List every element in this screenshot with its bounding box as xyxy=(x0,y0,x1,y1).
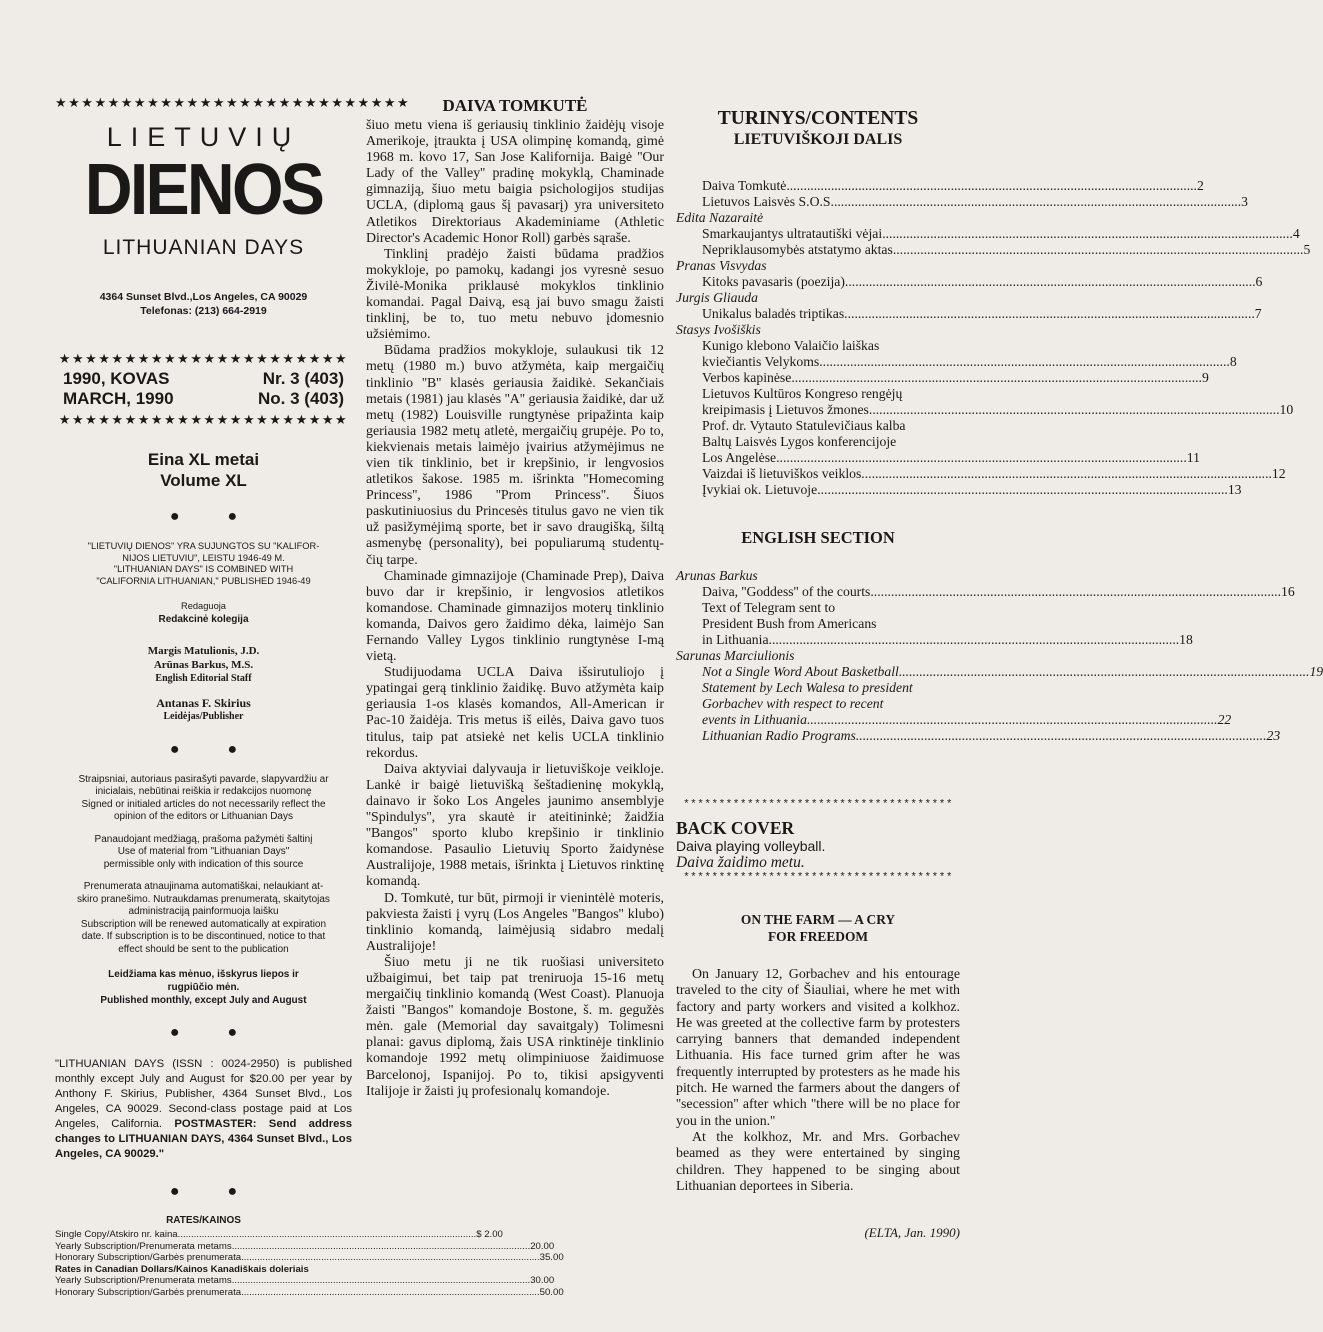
contents-author: Pranas Visvydas xyxy=(676,258,767,273)
back-cover-stars: ************************************** xyxy=(683,799,953,811)
contents-entry-line: Baltų Laisvės Lygos konferencijoje xyxy=(702,434,897,449)
contents-entry xyxy=(676,482,1242,498)
issue-date-lt: 1990, KOVAS xyxy=(63,369,170,388)
rates-canadian-heading xyxy=(55,1264,352,1276)
article-paragraph: Chaminade gimnazijoje (Chaminade Prep), Daiva buvo dar ir krepšinio, ir lengvosios atletikos komandose. Chaminade gimnazijos moterų tinklinio komanda, Daivos gero žaidimo dėka, laimėjo San Fernando Valley Lygos tinklinio rungtynėse I-mą vietą. xyxy=(366,568,664,665)
rate-row xyxy=(55,1229,503,1241)
note-line: Published monthly, except July and August xyxy=(100,995,307,1006)
contents-entry xyxy=(676,370,1209,386)
issue-date-en: MARCH, 1990 xyxy=(63,389,174,408)
volume-block xyxy=(55,449,352,491)
rate-amount: 35.00 xyxy=(539,1252,564,1263)
divider-dots: ● ● xyxy=(169,740,260,758)
contents-entry-page: 13 xyxy=(1227,482,1242,497)
note-line: date. If subscription is to be discontinued, notice to that xyxy=(81,931,326,942)
contents-entry-page: 16 xyxy=(1281,584,1295,599)
article-column xyxy=(366,96,664,1100)
rate-label: Yearly Subscription/Prenumerata metams xyxy=(55,1275,232,1286)
note-line: administraciją painformuoja laišku xyxy=(128,906,279,917)
contents-entry xyxy=(676,728,1281,744)
contents-entry-page: 5 xyxy=(1303,242,1311,257)
contents-entry-page: 8 xyxy=(1229,354,1237,369)
postmaster-text: POSTMASTER: Send address changes to LITHUANIAN DAYS, 4364 Sunset Blvd., Los Angeles, CA 90029." xyxy=(55,1118,352,1160)
article-paragraph: Būdama pradžios mokykloje, sulaukusi tik 12 metų (1980 m.) buvo atžymėta, kaip mergaičių tinklinio ''B'' klasės geriausia žaidikė. Sekančiais metais (1981) jau klasės ''A'' geriausia žaidikė, dar už metų (1982) Louisville rungtynėse pripažinta kaip geriausia 1982 metų atletė, mergaičių grupėje. Po to, kiekvienais metais laimėjo įvairius atžymėjimus ne vien tik tinklinio, bet ir krepšinio, ir lengvosios atletikos šakose. 1985 m. išrinkta ''Homecoming Princess'', 1986 ''Prom Princess''. Šiuos paskutiniuosius du Princesės titulus gavo ne vien tik už pasižymėjimą sporte, bet ir savo draugišką, šiltą asmenybę (personality), bei populiarumą studentų-čių tarpe. xyxy=(366,343,664,568)
contents-entry-title: in Lithuania xyxy=(702,632,769,647)
note-line: Prenumerata atnaujinama automatiškai, nelaukiant at- xyxy=(83,881,324,892)
issue-row-lt xyxy=(55,369,352,389)
note-line: Leidžiama kas mėnuo, išskyrus liepos ir xyxy=(108,969,299,980)
divider-dots: ● ● xyxy=(169,1183,260,1200)
contents-entry-title: Smarkaujantys ultratautiški vėjai xyxy=(702,226,883,241)
contents-entry-title: Daiva, ''Goddess'' of the courts xyxy=(702,584,871,599)
contents-entry-line: Statement by Lech Walesa to president xyxy=(702,680,913,695)
divider-dots: ● ● xyxy=(169,508,260,525)
article-paragraph: šiuo metu viena iš geriausių tinklinio žaidėjų visoje Amerikoje, įtraukta į USA olimpinę komandą, gimė 1968 m. kovo 17, San Jose Kalifornija. Baigė ''Our Lady of the Valley'' pradinę mokyklą, Chaminade gimnaziją, šiuo metu baigia psichologijos studijas UCLA, (diplomą gaus šį pavasarį) yra universiteto Atletikos Direktoriaus Akademiniame (Athletic Director's Academic Honor Roll) garbės sąraše. xyxy=(366,118,664,246)
contents-entry-page: 7 xyxy=(1254,306,1262,321)
english-section-title: ENGLISH SECTION xyxy=(741,528,895,547)
rate-label: Honorary Subscription/Garbės prenumerata xyxy=(55,1252,242,1263)
article-body xyxy=(366,118,664,1100)
note-line: Signed or initialed articles do not necessarily reflect the xyxy=(81,798,326,810)
issue-stars-top: ★★★★★★★★★★★★★★★★★★★★★★ xyxy=(58,351,349,366)
note-line: skiro pranešimo. Nutraukdamas prenumeratą, skaitytojas xyxy=(77,893,330,905)
contents-author: Arunas Barkus xyxy=(676,568,758,583)
note-line: Panaudojant medžiagą, prašoma pažymėti šaltinį xyxy=(94,833,313,845)
article-paragraph: Tinklinį pradėjo žaisti būdama pradžios mokykloje, po pamokų, kadangi jos vyresnė sesuo Živilė-Monika priklausė mokyklos tinklinio komandai. Pagal Daivą, esą jai buvo smagu žaisti tinklinį, be to, tuo metu nebuvo įdomesnio užsiėmimo. xyxy=(366,246,664,343)
merger-note-line: "LIETUVIŲ DIENOS" YRA SUJUNGTOS SU "KALIFOR- xyxy=(87,541,320,551)
rate-amount: 50.00 xyxy=(539,1286,564,1298)
article-paragraph: D. Tomkutė, tur būt, pirmoji ir vienintėlė moteris, pakviesta žaisti į vyrų (Los Angeles ''Bangos'' klubo) tinklinio komandą, laimėjusią sidabro medalį Australijoje! xyxy=(366,890,664,954)
masthead-address xyxy=(55,290,352,318)
issn-notice xyxy=(55,1057,352,1162)
article-title: DAIVA TOMKUTĖ xyxy=(442,96,588,115)
contents-entry-page: 3 xyxy=(1241,194,1248,209)
note-line: Subscription will be renewed automatically at expiration xyxy=(80,918,327,930)
note-line: permissible only with indication of this source xyxy=(103,858,304,870)
contents-list-english xyxy=(676,568,1323,744)
farm-title-line: FOR FREEDOM xyxy=(767,929,869,944)
contents-entry-title: Verbos kapinėse xyxy=(702,370,792,385)
rate-label: Single Copy/Atskiro nr. kaina xyxy=(55,1229,178,1240)
contents-entry-line: Text of Telegram sent to xyxy=(702,600,836,615)
rate-amount: 30.00 xyxy=(530,1275,555,1286)
contents-author: Stasys Ivošiškis xyxy=(676,322,761,337)
contents-entry xyxy=(676,664,1323,680)
editor-name: Arūnas Barkus, M.S. xyxy=(153,658,254,671)
contents-entry xyxy=(676,178,1204,194)
contents-entry-title: Daiva Tomkutė xyxy=(702,178,787,193)
rate-label: Yearly Subscription/Prenumerata metams xyxy=(55,1240,232,1252)
masthead-name-top: LIETUVIŲ xyxy=(106,122,301,152)
contents-entry-title: Įvykiai ok. Lietuvoje xyxy=(702,482,818,497)
contents-entry-line: Lietuvos Kultūros Kongreso rengėjų xyxy=(702,386,903,401)
contents-entry-page: 22 xyxy=(1217,712,1232,727)
contents-entry-page: 4 xyxy=(1292,226,1300,241)
contents-author: Sarunas Marciulionis xyxy=(676,648,795,663)
contents-entry-page: 12 xyxy=(1271,466,1286,481)
contents-entry-page: 23 xyxy=(1266,728,1281,743)
farm-article-body xyxy=(676,967,960,1195)
article-paragraph: Studijuodama UCLA Daiva išsirutuliojo į ypatingai gerą tinklinio žaidikę. Buvo atžymėta kaip geriausia 1-os klasės komandos, All-American ir Pac-10 žaidėja. Tris metus iš eilės, Daiva gavo tuos titulus, taip pat atsiekė net kelis UCLA tinklinio rekordus. xyxy=(366,665,664,761)
rate-row xyxy=(55,1286,564,1299)
contents-entry-title: Kitoks pavasaris (poezija) xyxy=(702,274,845,289)
subscription-note xyxy=(55,881,352,956)
back-cover-stars: ************************************** xyxy=(683,872,953,884)
volume-en: Volume XL xyxy=(160,471,247,490)
issue-row-en xyxy=(55,389,352,409)
note-line: effect should be sent to the publication xyxy=(118,943,289,955)
contents-entry-title: kreipimasis į Lietuvos žmones xyxy=(702,402,869,417)
contents-entry-title: Lietuvos Laisvės S.O.S xyxy=(702,194,831,209)
contents-author: Jurgis Gliauda xyxy=(676,290,758,305)
masthead-name-english: LITHUANIAN DAYS xyxy=(102,236,305,259)
editors-role: English Editorial Staff xyxy=(155,672,252,684)
volume-lt: Eina XL metai xyxy=(147,450,260,469)
contents-entry-line: Prof. dr. Vytauto Statulevičiaus kalba xyxy=(702,418,906,433)
issue-number-en: No. 3 (403) xyxy=(258,389,344,408)
masthead-logo: DIENOS xyxy=(84,150,323,230)
publication-frequency xyxy=(55,968,352,1007)
contents-entry-title: events in Lithuania xyxy=(702,712,807,727)
note-line: Use of material from "Lithuanian Days" xyxy=(117,846,290,857)
rate-row xyxy=(55,1240,555,1253)
contents-entry-line: Gorbachev with respect to recent xyxy=(702,696,884,711)
contents-subtitle: LIETUVIŠKOJI DALIS xyxy=(733,131,903,148)
contents-list-lithuanian xyxy=(676,178,1311,498)
contents-column xyxy=(676,108,1323,1241)
rate-label: Honorary Subscription/Garbės prenumerata xyxy=(55,1286,242,1298)
contents-entry xyxy=(676,274,1263,290)
contents-entry xyxy=(676,584,1295,600)
contents-entry xyxy=(676,194,1248,210)
contents-entry-page: 18 xyxy=(1179,632,1193,647)
note-line: opinion of the editors or Lithuanian Days xyxy=(113,811,293,822)
contents-entry-title: Unikalus baladės triptikas xyxy=(702,306,845,321)
contents-entry-title: Lithuanian Radio Programs xyxy=(702,728,856,743)
divider-dots: ● ● xyxy=(169,1024,260,1041)
contents-entry xyxy=(676,450,1200,466)
issue-stars-bottom: ★★★★★★★★★★★★★★★★★★★★★★ xyxy=(58,412,349,427)
contents-entry-title: Los Angelėse xyxy=(702,450,777,465)
note-line: rugpiūčio mėn. xyxy=(167,982,240,993)
rates-title: RATES/KAINOS xyxy=(166,1215,241,1226)
contents-entry-page: 9 xyxy=(1201,370,1209,385)
farm-paragraph: At the kolkhoz, Mr. and Mrs. Gorbachev beamed as they were entertained by singing children. They happened to be singing about Lithuanian deportees in Siberia. xyxy=(676,1129,960,1194)
signed-articles-note xyxy=(55,774,352,824)
article-paragraph: Šiuo metu ji ne tik ruošiasi universiteto užbaigimui, bet taip pat treniruoja 15-16 metų mergaičių tinklinio komandą (West Coast). Planuoja žaisti ''Bangos'' komandoje Bostone, š. m. gegužės mėn. gale (Memorial day savaitgaly) Tolimesni planai: gavus diplomą, žais USA rinktinėje tinklinio komandoje 1992 metų olimpiniuose žaidimuose Barcelonoj, Ispanijoj. Po to, tikisi apsigyventi Italijoje ir žaisti jų profesionalų komandoje. xyxy=(366,954,664,1099)
material-use-note xyxy=(55,834,352,872)
contents-entry-line: President Bush from Americans xyxy=(702,616,877,631)
merger-note-line: "CALIFORNIA LITHUANIAN," PUBLISHED 1946-49 xyxy=(96,575,311,586)
rate-row xyxy=(55,1275,555,1287)
rate-row xyxy=(55,1252,564,1264)
back-cover-caption-lt: Daiva žaidimo metu. xyxy=(676,854,805,871)
rate-label: Rates in Canadian Dollars/Kainos Kanadiškais doleriais xyxy=(55,1263,309,1275)
note-line: Straipsniai, autoriaus pasirašyti pavarde, slapyvardžiu ar xyxy=(78,773,329,785)
contents-entry-title: Vaizdai iš lietuviškos veiklos xyxy=(702,466,862,481)
contents-entry xyxy=(676,226,1300,242)
contents-entry-page: 6 xyxy=(1255,274,1263,289)
contents-entry xyxy=(676,712,1232,728)
contents-entry xyxy=(676,466,1286,482)
issue-number-lt: Nr. 3 (403) xyxy=(262,369,344,388)
contents-entry-line: Kunigo klebono Valaičio laiškas xyxy=(702,338,880,353)
contents-entry-page: 19 xyxy=(1309,664,1323,679)
rate-amount: 20.00 xyxy=(530,1240,555,1252)
contents-entry xyxy=(676,632,1193,648)
phone-line: Telefonas: (213) 664-2919 xyxy=(140,305,267,317)
farm-source: (ELTA, Jan. 1990) xyxy=(864,1225,960,1241)
contents-title: TURINYS/CONTENTS xyxy=(717,108,919,129)
rate-amount: $ 2.00 xyxy=(476,1229,503,1240)
note-line: inicialais, nebūtinai reiškia ir redakcijos nuomonę xyxy=(95,786,312,797)
contents-entry-page: 10 xyxy=(1279,402,1294,417)
merger-note-line: "LITHUANIAN DAYS" IS COMBINED WITH xyxy=(113,564,294,574)
contents-entry-page: 11 xyxy=(1186,450,1200,465)
editors-list xyxy=(55,644,352,686)
contents-entry xyxy=(676,402,1294,418)
editor-name: Margis Matulionis, J.D. xyxy=(147,644,260,657)
merger-note-line: NIJOS LIETUVIU", LEISTU 1946-49 M. xyxy=(122,552,285,563)
back-cover-title: BACK COVER xyxy=(676,818,795,838)
farm-title xyxy=(676,911,960,945)
farm-paragraph: On January 12, Gorbachev and his entourage traveled to the city of Šiauliai, where he met with factory and party workers and visited a kolkhoz. He was greeted at the collective farm by protesters carrying banners that demanded independent Lithuania. His face turned grim after he was frequently interrupted by protesters as he made his pitch. He warned the farmers about the dangers of ''secession'' after which ''there will be no place for you in the union.'' xyxy=(676,967,960,1129)
article-paragraph: Daiva aktyviai dalyvauja ir lietuviškoje veikloje. Lankė ir baigė lietuvišką šeštadieninę mokyklą, dainavo ir šoko Los Angeles jaunimo ansemblyje ''Spindulys'', yra skautė ir ateitininkė; žaidžia ''Bangos'' sporto klubo krepšinio ir tinklinio komandose. Pasaulio Lietuvių Sporto žaidynėse Australijoje, 1988 metais, išrinkta į Lietuvos rinktinę komandą. xyxy=(366,761,664,890)
edited-by-label: Redaguoja xyxy=(181,601,226,611)
contents-entry-title: Nepriklausomybės atstatymo aktas xyxy=(702,242,893,257)
masthead-stars-top: ★★★★★★★★★★★★★★★★★★★★★★★★★★★ xyxy=(55,95,411,110)
rates-table xyxy=(55,1229,564,1298)
back-cover-caption-en: Daiva playing volleyball. xyxy=(676,838,826,854)
contents-entry-title: Not a Single Word About Basketball xyxy=(702,664,899,679)
contents-entry-page: 2 xyxy=(1196,178,1204,193)
publisher-role: Leidėjas/Publisher xyxy=(163,710,244,722)
address-line: 4364 Sunset Blvd.,Los Angeles, CA 90029 xyxy=(99,291,308,303)
contents-author: Edita Nazaraitė xyxy=(676,210,764,225)
contents-entry xyxy=(676,354,1237,370)
contents-entry-title: kviečiantis Velykoms xyxy=(702,354,820,369)
contents-entry xyxy=(676,306,1262,322)
publisher-name: Antanas F. Skirius xyxy=(156,695,251,710)
contents-entry xyxy=(676,242,1311,258)
issn-text: "LITHUANIAN DAYS (ISSN : 0024-2950) is published monthly except July and August for $20.00 per year by Anthony F. Skirius, Publisher, 4364 Sunset Blvd., Los Angeles, CA 90029. Second-class postage paid at Los Angeles, California. xyxy=(55,1058,352,1130)
editorial-board: Redakcinė kolegija xyxy=(158,613,249,625)
farm-title-line: ON THE FARM — A CRY xyxy=(740,912,896,927)
merger-note xyxy=(55,541,352,587)
